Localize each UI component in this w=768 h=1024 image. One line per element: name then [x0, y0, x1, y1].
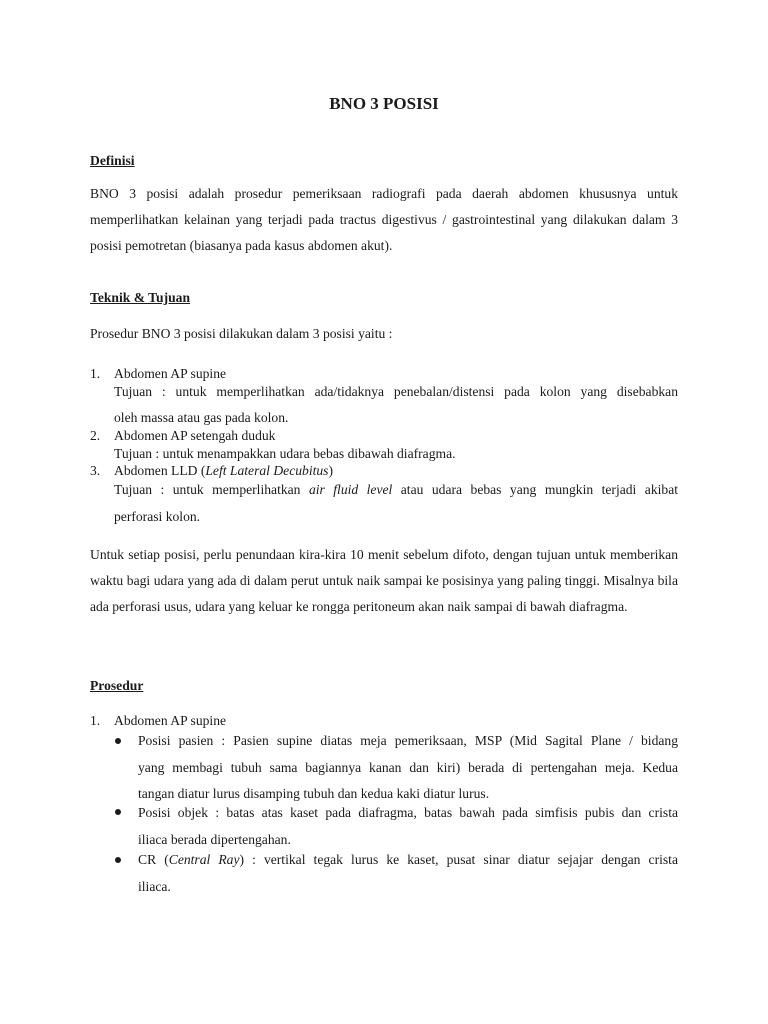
definisi-heading: Definisi — [90, 153, 135, 168]
list-number: 1. — [90, 366, 101, 381]
bullet-icon — [115, 738, 121, 744]
document-page — [90, 0, 678, 1024]
teknik-heading: Teknik & Tujuan — [90, 290, 191, 305]
teknik-intro: Prosedur BNO 3 posisi dilakukan dalam 3 posisi yaitu : — [90, 326, 393, 341]
definisi-paragraph: BNO 3 posisi adalah prosedur pemeriksaan radiografi pada daerah abdomen khususnya untuk memperlihatkan kelainan yang terjadi pada tractus digestivus / gastrointestinal yang dilakukan dalam 3 posisi pemotretan (biasanya pada kasus abdomen akut). — [90, 186, 678, 254]
bullet-text: Posisi pasien : Pasien supine diatas meja pemeriksaan, MSP (Mid Sagital Plane / bidang — [138, 733, 678, 748]
list-item-tujuan-cont: perforasi kolon. — [114, 509, 201, 524]
bullet-text: Posisi objek : batas atas kaset pada diafragma, batas bawah pada simfisis pubis dan crista — [138, 805, 678, 820]
bullet-text-cont: tangan diatur lurus disamping tubuh dan kedua kaki diatur lurus. — [138, 786, 490, 801]
bullet-icon — [115, 857, 121, 863]
list-item-tujuan-cont: oleh massa atau gas pada kolon. — [114, 410, 289, 425]
list-item-tujuan: Tujuan : untuk memperlihatkan air fluid level atau udara bebas yang mungkin terjadi akibat — [114, 482, 679, 497]
list-item-label: Abdomen AP setengah duduk — [114, 428, 276, 443]
prosedur-heading: Prosedur — [90, 678, 144, 693]
teknik-closing-paragraph: Untuk setiap posisi, perlu penundaan kira-kira 10 menit sebelum difoto, dengan tujuan untuk memberikan waktu bagi udara yang ada di dalam perut untuk naik sampai ke posisinya yang paling tinggi. Misalnya bila ada perforasi usus, udara yang keluar ke rongga peritoneum akan naik sampai di bawah diafragma. — [90, 547, 678, 615]
list-number: 2. — [90, 428, 101, 443]
bullet-text-cont: yang membagi tubuh sama bagiannya kanan dan kiri) berada di pertengahan meja. Kedua — [138, 760, 678, 775]
bullet-text-cont: iliaca berada dipertengahan. — [138, 832, 291, 847]
bullet-text-cont: iliaca. — [138, 879, 171, 894]
list-item-label: Abdomen AP supine — [114, 366, 227, 381]
bullet-icon — [115, 809, 121, 815]
list-number: 1. — [90, 713, 101, 728]
page-title: BNO 3 POSISI — [329, 94, 439, 113]
list-item-label: Abdomen LLD (Left Lateral Decubitus) — [114, 463, 334, 478]
bullet-text: CR (Central Ray) : vertikal tegak lurus ke kaset, pusat sinar diatur sejajar dengan crista — [138, 852, 678, 867]
list-item-tujuan: Tujuan : untuk menampakkan udara bebas dibawah diafragma. — [114, 446, 456, 461]
list-item-label: Abdomen AP supine — [114, 713, 227, 728]
list-number: 3. — [90, 463, 101, 478]
list-item-tujuan: Tujuan : untuk memperlihatkan ada/tidaknya penebalan/distensi pada kolon yang disebabkan — [114, 384, 678, 399]
